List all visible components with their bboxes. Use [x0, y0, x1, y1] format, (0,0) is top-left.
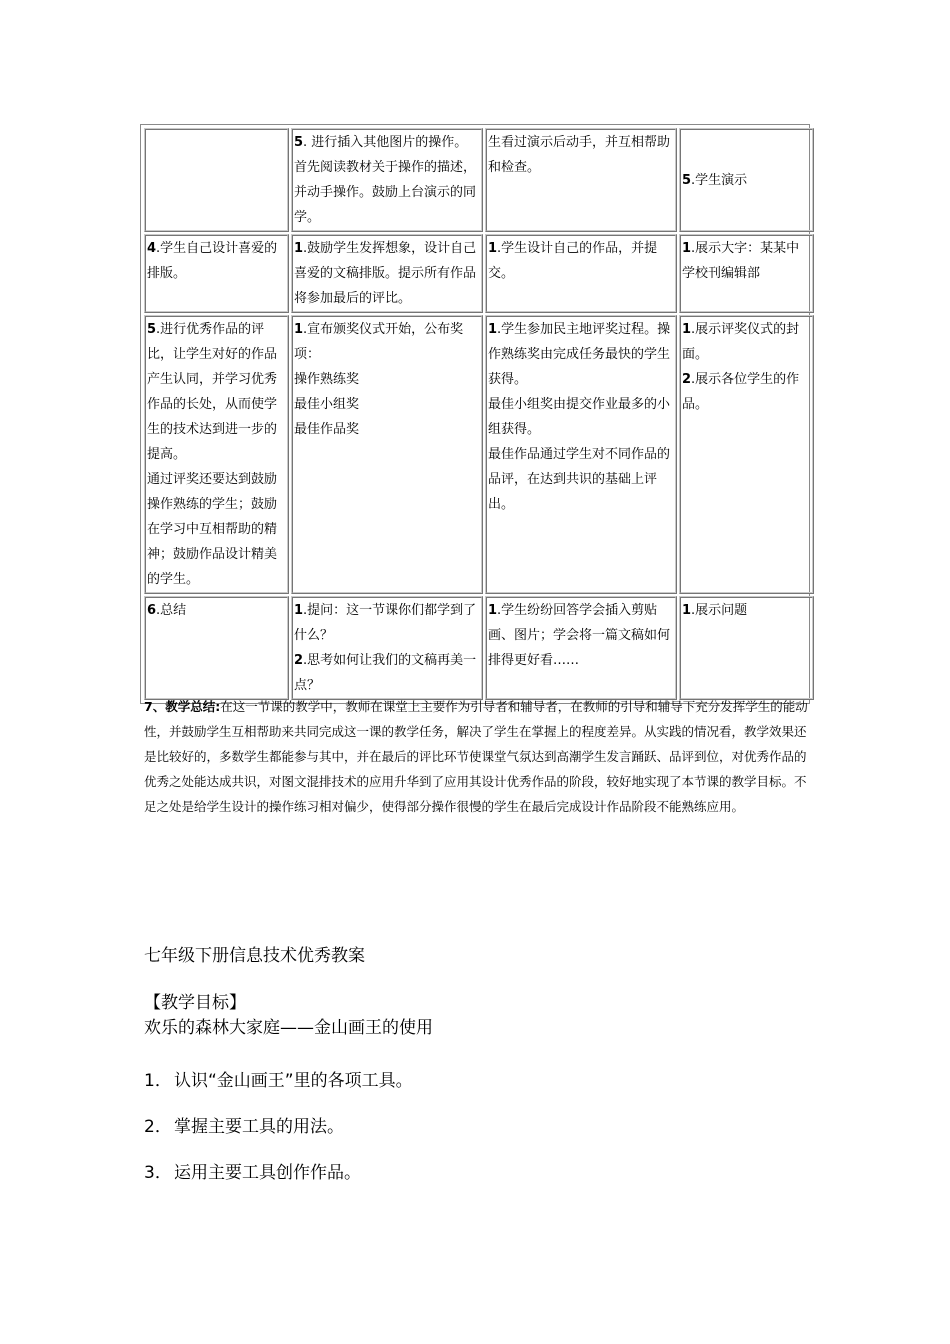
- table-cell: [144, 128, 289, 232]
- goal-item-number: 3．: [144, 1163, 172, 1183]
- goal-item-text: 认识“金山画王”里的各项工具。: [174, 1071, 413, 1091]
- goal-item: [144, 1158, 361, 1183]
- cell-paragraph: [682, 598, 811, 623]
- step-number: 1: [294, 603, 304, 618]
- cell-paragraph: [682, 367, 811, 417]
- step-number: 4: [147, 241, 157, 256]
- cell-paragraph: [488, 598, 674, 673]
- step-text: 生看过演示后动手，并互相帮助和检查。: [488, 135, 671, 175]
- step-number: 1: [682, 603, 692, 618]
- table-cell: [144, 596, 289, 700]
- table-row: [144, 128, 814, 232]
- teaching-summary: [144, 694, 810, 819]
- step-number: 5: [294, 135, 304, 150]
- step-number: 2: [294, 653, 304, 668]
- goal-item-number: 1．: [144, 1071, 172, 1091]
- step-text: . 进行插入其他图片的操作。首先阅读教材关于操作的描述，并动手操作。鼓励上台演示的同学。: [294, 135, 477, 225]
- step-number: 1: [294, 322, 304, 337]
- document-title: 七年级下册信息技术优秀教案: [144, 946, 365, 966]
- step-text: .展示评奖仪式的封面。: [682, 322, 800, 362]
- step-text: 最佳小组奖由提交作业最多的小组获得。: [488, 397, 671, 437]
- table-cell: [679, 128, 814, 232]
- step-number: 1: [488, 603, 498, 618]
- table-cell: [485, 128, 677, 232]
- cell-paragraph: [682, 236, 811, 286]
- lesson-steps-table-frame: [140, 124, 810, 704]
- table-cell: [679, 234, 814, 313]
- table-row: [144, 596, 814, 700]
- cell-paragraph: [488, 442, 674, 517]
- goal-item: [144, 1112, 344, 1137]
- table-cell: [485, 315, 677, 594]
- step-text: 操作熟练奖: [294, 372, 360, 387]
- table-cell: [291, 596, 483, 700]
- step-number: 2: [682, 372, 692, 387]
- goals-subtitle: 欢乐的森林大家庭——金山画王的使用: [144, 1018, 433, 1038]
- step-text: .宣布颁奖仪式开始，公布奖项：: [294, 322, 464, 362]
- cell-paragraph: [294, 367, 480, 392]
- cell-paragraph: [682, 168, 811, 193]
- step-number: 6: [147, 603, 157, 618]
- cell-paragraph: [294, 392, 480, 417]
- table-row: [144, 315, 814, 594]
- cell-paragraph: [488, 236, 674, 286]
- goal-item-text: 掌握主要工具的用法。: [174, 1117, 344, 1137]
- cell-paragraph: [147, 598, 286, 623]
- step-number: 1: [682, 241, 692, 256]
- step-text: .学生纷纷回答学会插入剪贴画、图片；学会将一篇文稿如何排得更好看……: [488, 603, 671, 668]
- step-number: 1: [488, 322, 498, 337]
- table-row: [144, 234, 814, 313]
- table-cell: [485, 596, 677, 700]
- step-text: .学生参加民主地评奖过程。操作熟练奖由完成任务最快的学生获得。: [488, 322, 671, 387]
- cell-paragraph: [147, 467, 286, 592]
- step-text: 最佳作品通过学生对不同作品的品评，在达到共识的基础上评出。: [488, 447, 671, 512]
- step-number: 5: [682, 172, 692, 188]
- cell-paragraph: [294, 236, 480, 311]
- step-text: .展示问题: [691, 603, 748, 618]
- step-number: 1: [488, 241, 498, 256]
- summary-label: 7、教学总结:: [144, 699, 221, 714]
- goal-item-number: 2．: [144, 1117, 172, 1137]
- table-cell: [291, 315, 483, 594]
- step-text: .鼓励学生发挥想象，设计自己喜爱的文稿排版。提示所有作品将参加最后的评比。: [294, 241, 477, 306]
- lesson-steps-table: [142, 126, 816, 702]
- step-number: 1: [294, 241, 304, 256]
- cell-paragraph: [294, 417, 480, 442]
- cell-paragraph: [294, 598, 480, 648]
- step-text: .学生演示: [691, 172, 748, 188]
- step-text: .展示大字：某某中学校刊编辑部: [682, 241, 800, 281]
- table-cell: [679, 315, 814, 594]
- goals-heading: 【教学目标】: [144, 993, 246, 1013]
- step-number: 1: [682, 322, 692, 337]
- cell-paragraph: [294, 648, 480, 698]
- cell-paragraph: [147, 317, 286, 467]
- cell-paragraph: [682, 317, 811, 367]
- step-text: 最佳作品奖: [294, 422, 360, 437]
- goal-item-text: 运用主要工具创作作品。: [174, 1163, 361, 1183]
- step-text: 通过评奖还要达到鼓励操作熟练的学生；鼓励在学习中互相帮助的精神；鼓励作品设计精美的学生。: [147, 472, 278, 587]
- step-text: .思考如何让我们的文稿再美一点？: [294, 653, 477, 693]
- step-text: .学生设计自己的作品，并提交。: [488, 241, 658, 281]
- step-text: .展示各位学生的作品。: [682, 372, 800, 412]
- step-text: .提问：这一节课你们都学到了什么？: [294, 603, 477, 643]
- table-cell: [291, 128, 483, 232]
- step-text: .总结: [156, 603, 187, 618]
- summary-text: 在这一节课的教学中，教师在课堂上主要作为引导者和辅导者，在教师的引导和辅导下充分发挥学生的能动性，并鼓励学生互相帮助来共同完成这一课的教学任务，解决了学生在掌握上的程度差异。从实践的情况看，教学效果还是比较好的，多数学生都能参与其中，并在最后的评比环节使课堂气氛达到高潮学生发言踊跃、品评到位，对优秀作品的优秀之处能达成共识，对图文混排技术的应用升华到了应用其设计优秀作品的阶段，较好地实现了本节课的教学目标。不足之处是给学生设计的操作练习相对偏少，使得部分操作很慢的学生在最后完成设计作品阶段不能熟练应用。: [144, 699, 808, 814]
- step-number: 5: [147, 322, 157, 337]
- table-cell: [485, 234, 677, 313]
- step-text: .进行优秀作品的评比，让学生对好的作品产生认同，并学习优秀作品的长处，从而使学生的技术达到进一步的提高。: [147, 322, 278, 462]
- table-cell: [144, 234, 289, 313]
- table-cell: [144, 315, 289, 594]
- cell-paragraph: [294, 317, 480, 367]
- cell-paragraph: [294, 130, 480, 230]
- cell-paragraph: [488, 392, 674, 442]
- step-text: .学生自己设计喜爱的排版。: [147, 241, 278, 281]
- cell-paragraph: [488, 130, 674, 180]
- table-cell: [291, 234, 483, 313]
- table-cell: [679, 596, 814, 700]
- goal-item: [144, 1066, 413, 1091]
- step-text: 最佳小组奖: [294, 397, 360, 412]
- cell-paragraph: [488, 317, 674, 392]
- cell-paragraph: [147, 236, 286, 286]
